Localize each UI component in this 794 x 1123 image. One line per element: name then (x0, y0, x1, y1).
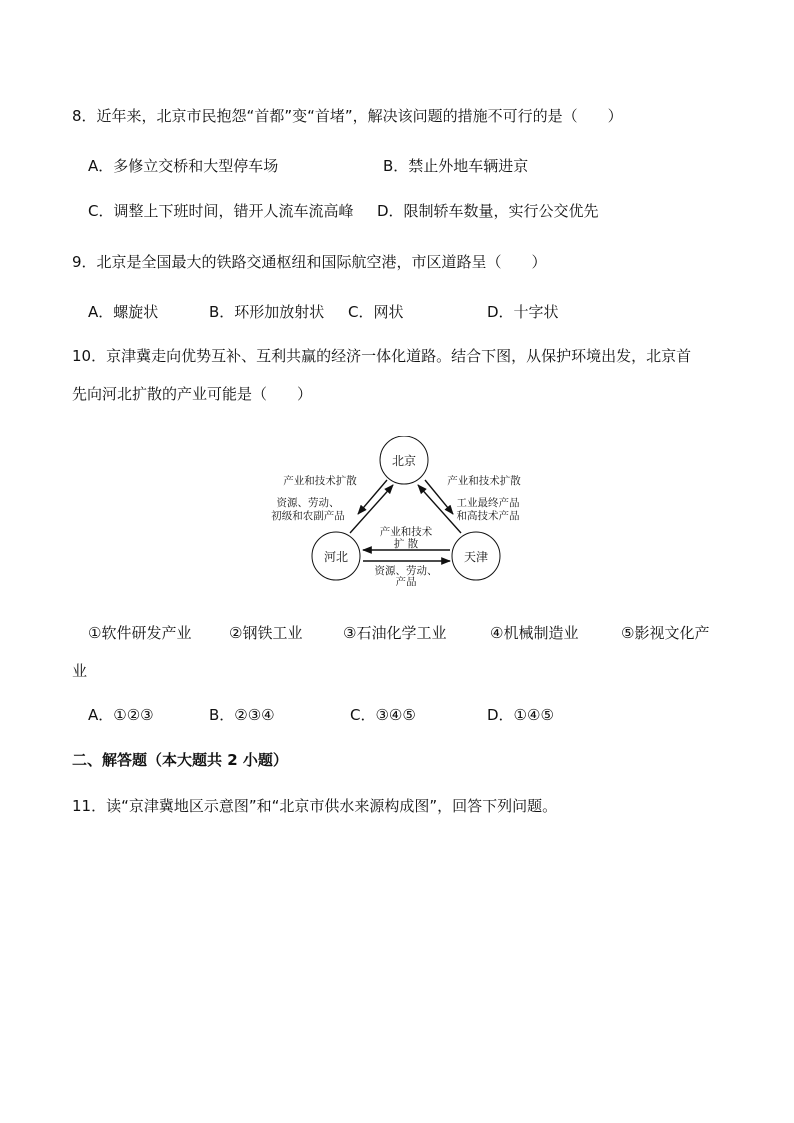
q9-option-c: C．网状 (348, 303, 404, 321)
q10-option-a: A．①②③ (88, 706, 154, 724)
node-tianjin-label: 天津 (463, 550, 489, 564)
node-hebei-label: 河北 (323, 550, 349, 564)
q8-option-a: A．多修立交桥和大型停车场 (88, 157, 279, 175)
node-tianjin (452, 532, 500, 580)
q11-stem: 11．读“京津冀地区示意图”和“北京市供水来源构成图”，回答下列问题。 (72, 797, 558, 815)
q10-item-3: ③石油化学工业 (343, 624, 447, 642)
q10-stem-line2: 先向河北扩散的产业可能是（ ） (72, 385, 313, 403)
label-hb-to-bj-2: 初级和农副产品 (271, 510, 345, 522)
q9-option-d: D．十字状 (487, 303, 559, 321)
q10-item-4: ④机械制造业 (490, 624, 579, 642)
q9-option-b: B．环形加放射状 (209, 303, 325, 321)
node-hebei (312, 532, 360, 580)
q8-option-b: B．禁止外地车辆进京 (383, 157, 529, 175)
label-hb-to-tj-1: 资源、劳动、 (374, 565, 438, 577)
label-hb-to-tj-2: 产品 (395, 576, 417, 586)
label-tj-to-hb-1: 产业和技术 (379, 526, 433, 538)
q10-option-d: D．①④⑤ (487, 706, 554, 724)
q9-stem: 9．北京是全国最大的铁路交通枢纽和国际航空港，市区道路呈（ ） (72, 253, 547, 271)
q10-item-1: ①软件研发产业 (88, 624, 192, 642)
node-beijing (380, 436, 428, 484)
q8-stem: 8．近年来，北京市民抱怨“首都”变“首堵”，解决该问题的措施不可行的是（ ） (72, 107, 623, 125)
label-bj-to-tj: 产业和技术扩散 (447, 475, 521, 487)
label-bj-to-hb: 产业和技术扩散 (283, 475, 357, 487)
q10-stem-line1: 10．京津冀走向优势互补、互利共赢的经济一体化道路。结合下图，从保护环境出发，北京首 (72, 347, 692, 365)
label-tj-to-bj-2: 和高技术产品 (456, 510, 520, 522)
q8-option-d: D．限制轿车数量，实行公交优先 (377, 202, 599, 220)
q10-item-5-continuation: 业 (72, 662, 88, 680)
node-beijing-label: 北京 (391, 454, 417, 468)
q10-item-5: ⑤影视文化产 (621, 624, 710, 642)
q10-option-b: B．②③④ (209, 706, 275, 724)
section-heading: 二、解答题（本大题共 2 小题） (72, 751, 288, 769)
q8-option-c: C．调整上下班时间，错开人流车流高峰 (88, 202, 354, 220)
industry-flow-diagram (262, 436, 534, 586)
label-tj-to-bj-1: 工业最终产品 (456, 497, 520, 509)
q9-option-a: A．螺旋状 (88, 303, 159, 321)
label-hb-to-bj-1: 资源、劳动、 (276, 497, 340, 509)
q10-option-c: C．③④⑤ (350, 706, 416, 724)
q10-item-2: ②钢铁工业 (229, 624, 303, 642)
label-tj-to-hb-2: 扩 散 (393, 538, 419, 550)
